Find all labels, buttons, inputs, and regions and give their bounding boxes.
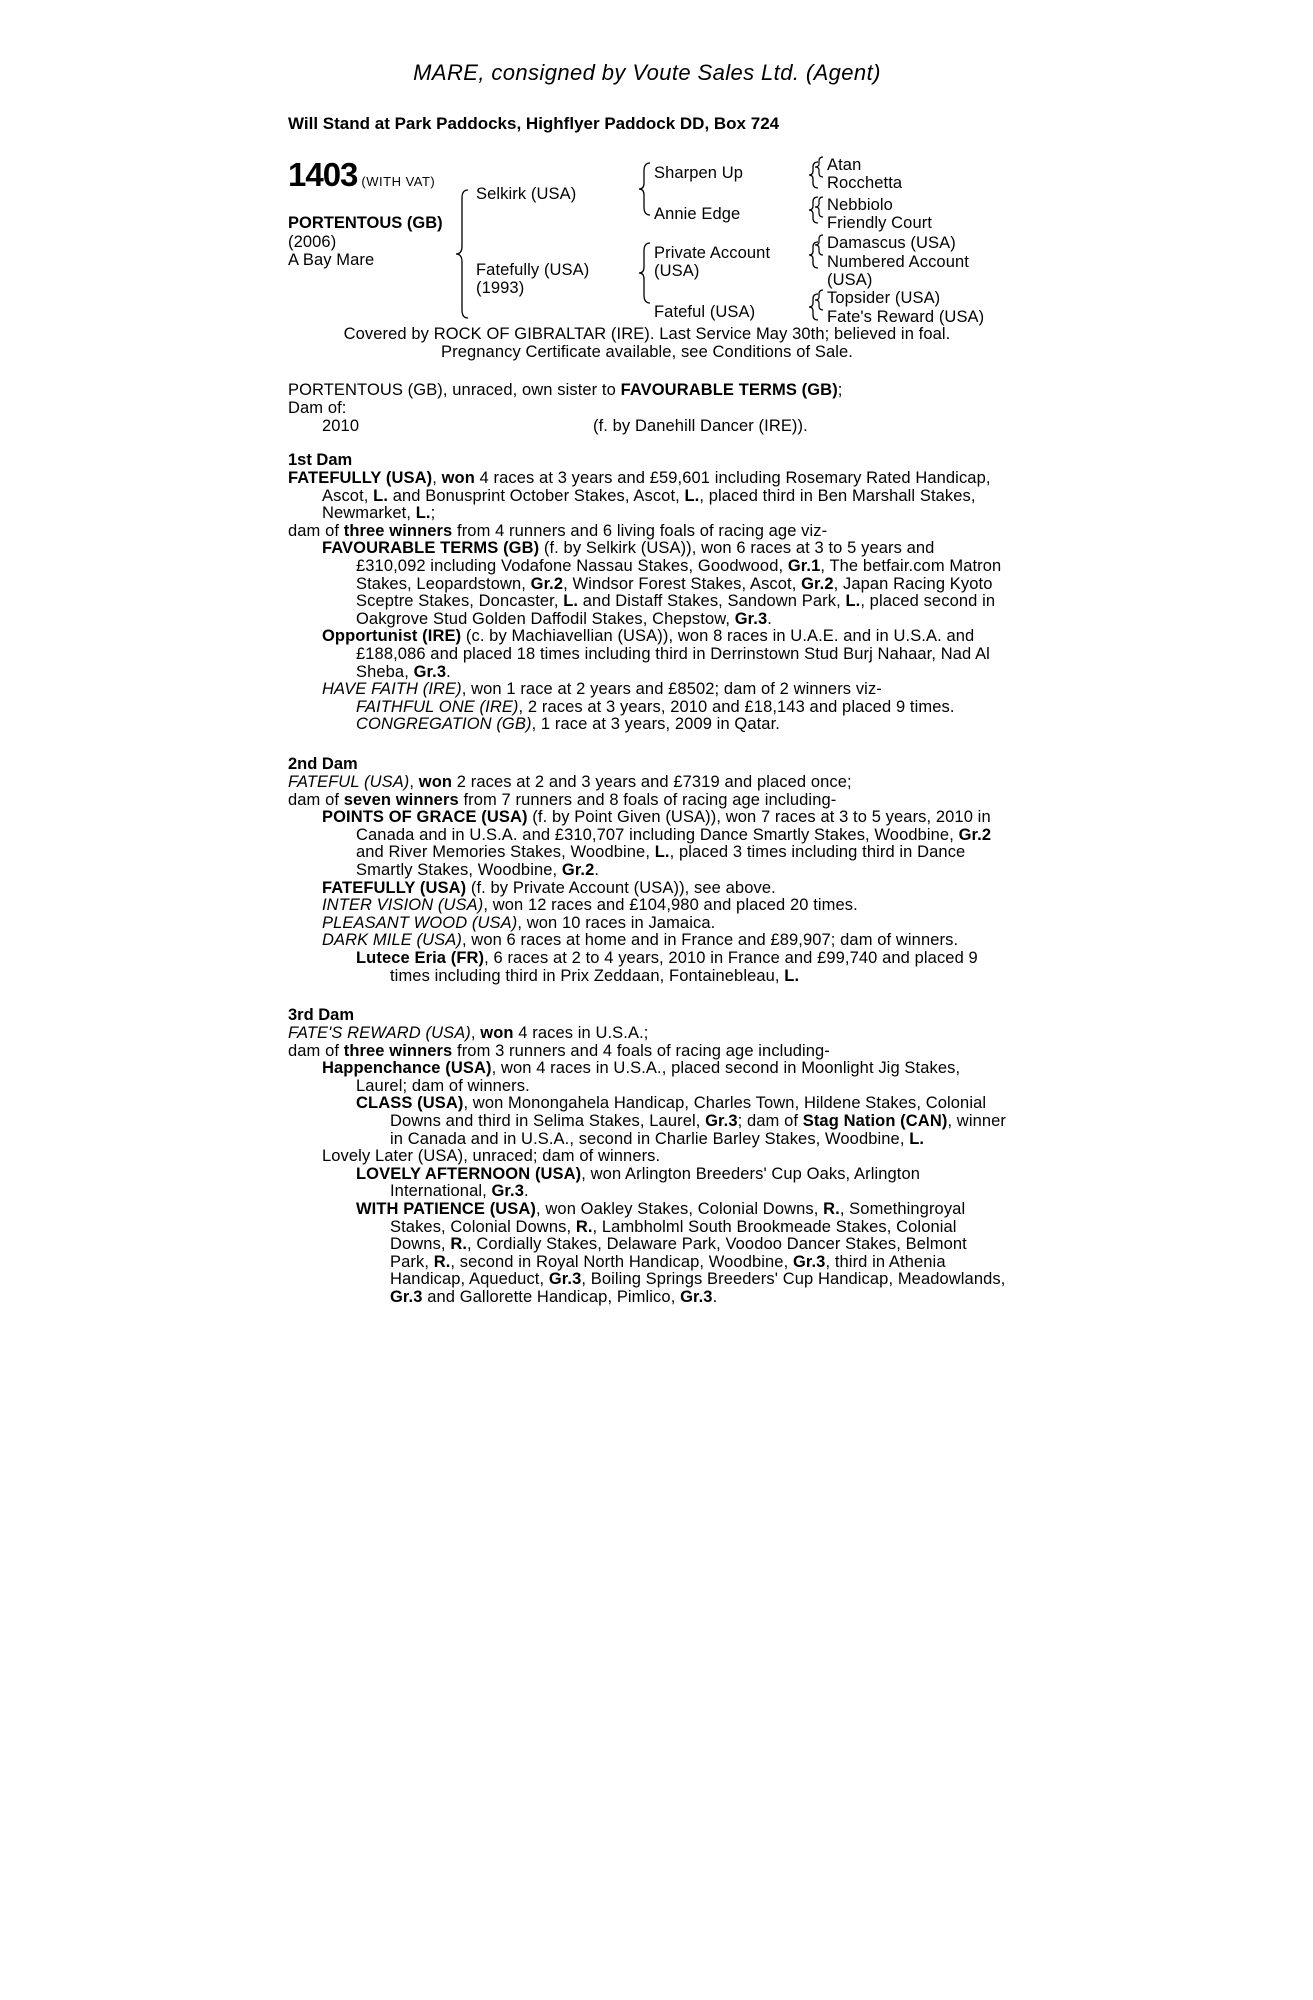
pregnancy-line: Pregnancy Certificate available, see Conditions of Sale. bbox=[441, 343, 853, 361]
sdd: Friendly Court bbox=[827, 214, 933, 232]
horse-desc: A Bay Mare bbox=[288, 251, 375, 269]
dam-dam: Fateful (USA) bbox=[654, 303, 756, 321]
sire-sire: Sharpen Up bbox=[654, 164, 744, 182]
dam-sire-country: (USA) bbox=[654, 262, 700, 280]
dsd-country: (USA) bbox=[827, 271, 873, 289]
dss: Damascus (USA) bbox=[827, 234, 956, 252]
stand-location: Will Stand at Park Paddocks, Highflyer Paddock DD, Box 724 bbox=[288, 114, 780, 133]
second-dam-heading: 2nd Dam bbox=[288, 755, 358, 773]
produce-foal: (f. by Danehill Dancer (IRE)). bbox=[593, 417, 808, 435]
ddd: Fate's Reward (USA) bbox=[827, 308, 985, 326]
third-dam-text: FATE'S REWARD (USA), won 4 races in U.S.A.; dam of three winners from 3 runners and 4 foals of racing age including- Happenchance (USA), won 4 races in U.S.A., placed second in Moonlight Jig Stakes, Laurel; dam of winners. CLASS (USA), won Monongahela Handicap, Charles Town, Hildene Stakes, Colonial Downs and third in Selima Stakes, Laurel, Gr.3; dam of Stag Nation (CAN), winner in Canada and in U.S.A., second in Charlie Barley Stakes, Woodbine, L. Lovely Later (USA), unraced; dam of winners. LOVELY AFTERNOON (USA), won Arlington Breeders' Cup Oaks, Arlington International, Gr.3. WITH PATIENCE (USA), won Oakley Stakes, Colonial Downs, R., Somethingroyal Stakes, Colonial Downs, R., Lambholml South Brookmeade Stakes, Colonial Downs, R., Cordially Stakes, Delaware Park, Voodoo Dancer Stakes, Belmont Park, R., second in Royal North Handicap, Woodbine, Gr.3, third in Athenia Handicap, Aqueduct, Gr.3, Boiling Springs Breeders' Cup Handicap, Meadowlands, Gr.3 and Gallorette Handicap, Pimlico, Gr.3. bbox=[288, 1024, 1007, 1306]
first-dam-heading: 1st Dam bbox=[288, 451, 353, 469]
dam-of-label: Dam of: bbox=[288, 399, 347, 417]
lot-number-value: 1403 bbox=[288, 156, 358, 193]
dds: Topsider (USA) bbox=[827, 289, 941, 307]
dam-sire: Private Account bbox=[654, 244, 771, 262]
third-dam-heading: 3rd Dam bbox=[288, 1006, 355, 1024]
sss: Atan bbox=[827, 156, 862, 174]
produce-year: 2010 bbox=[322, 417, 360, 435]
dam-year: (1993) bbox=[476, 279, 525, 297]
intro-line bbox=[288, 382, 1006, 400]
intro-end: ; bbox=[837, 381, 843, 399]
dam-name: Fatefully (USA) bbox=[476, 261, 590, 279]
first-dam-name: FATEFULLY (USA) bbox=[288, 469, 433, 487]
intro-text: PORTENTOUS (GB), unraced, own sister to bbox=[288, 381, 621, 399]
covered-line: Covered by ROCK OF GIBRALTAR (IRE). Last Service May 30th; believed in foal. bbox=[343, 325, 951, 343]
intro-sister: FAVOURABLE TERMS (GB) bbox=[620, 381, 838, 399]
horse-year: (2006) bbox=[288, 233, 337, 251]
sire-dam: Annie Edge bbox=[654, 205, 741, 223]
horse-name: PORTENTOUS (GB) bbox=[288, 214, 443, 232]
sire-name: Selkirk (USA) bbox=[476, 185, 577, 203]
second-dam-text: FATEFUL (USA), won 2 races at 2 and 3 years and £7319 and placed once; dam of seven winners from 7 runners and 8 foals of racing age including- POINTS OF GRACE (USA) (f. by Point Given (USA)), won 7 races at 3 to 5 years, 2010 in Canada and in U.S.A. and £310,707 including Dance Smartly Stakes, Woodbine, Gr.2 and River Memories Stakes, Woodbine, L., placed 3 times including third in Dance Smartly Stakes, Woodbine, Gr.2. FATEFULLY (USA) (f. by Private Account (USA)), see above. INTER VISION (USA), won 12 races and £104,980 and placed 20 times. PLEASANT WOOD (USA), won 10 races in Jamaica. DARK MILE (USA), won 6 races at home and in France and £89,907; dam of winners. Lutece Eria (FR), 6 races at 2 to 4 years, 2010 in France and £99,740 and placed 9 times including third in Prix Zeddaan, Fontainebleau, L. bbox=[288, 773, 992, 985]
page-header: MARE, consigned by Voute Sales Ltd. (Agent) bbox=[413, 60, 881, 85]
dsd: Numbered Account bbox=[827, 253, 969, 271]
first-dam-text: FATEFULLY (USA), won 4 races at 3 years and £59,601 including Rosemary Rated Handicap, Ascot, L. and Bonusprint October Stakes, Ascot, L., placed third in Ben Marshall Stakes, Newmarket, L.; dam of three winners from 4 runners and 6 living foals of racing age viz- FAVOURABLE TERMS (GB) (f. by Selkirk (USA)), won 6 races at 3 to 5 years and £310,092 including Vodafone Nassau Stakes, Goodwood, Gr.1, The betfair.com Matron Stakes, Leopardstown, Gr.2, Windsor Forest Stakes, Ascot, Gr.2, Japan Racing Kyoto Sceptre Stakes, Doncaster, L. and Distaff Stakes, Sandown Park, L., placed second in Oakgrove Stud Golden Daffodil Stakes, Chepstow, Gr.3. Opportunist (IRE) (c. by Machiavellian (USA)), won 8 races in U.A.E. and in U.S.A. and £188,086 and placed 18 times including third in Derrinstown Stud Burj Nahaar, Nad Al Sheba, Gr.3. HAVE FAITH (IRE), won 1 race at 2 years and £8502; dam of 2 winners viz- FAITHFUL ONE (IRE), 2 races at 3 years, 2010 and £18,143 and placed 9 times. CONGREGATION (GB), 1 race at 3 years, 2009 in Qatar. bbox=[288, 469, 1002, 734]
ssd: Rocchetta bbox=[827, 174, 903, 192]
sds: Nebbiolo bbox=[827, 196, 893, 214]
vat-label: (WITH VAT) bbox=[361, 174, 436, 189]
